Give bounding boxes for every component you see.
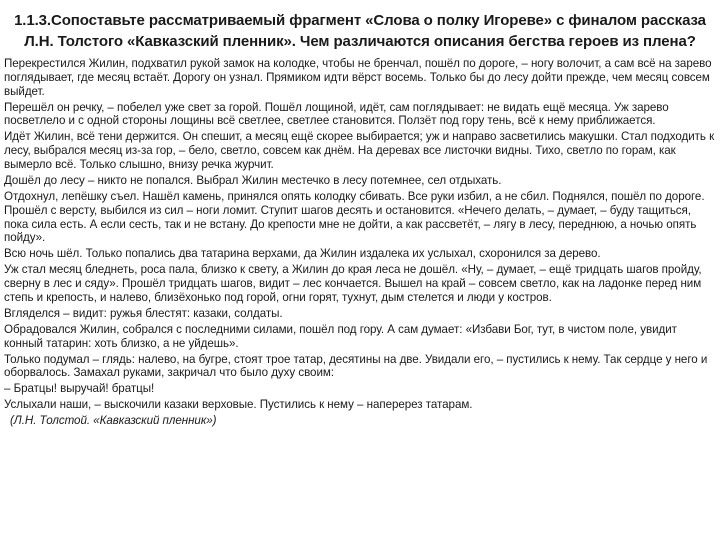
source-citation: (Л.Н. Толстой. «Кавказский пленник»)	[10, 414, 217, 428]
paragraph: Перешёл он речку, – побелел уже свет за горой. Пошёл лощиной, идёт, сам поглядывает: не видать ещё месяца. Уж зарево посветлело и с одной стороны лощины всё светлее, светлее становится. Ползёт под гору тень, всё к нему приближается.	[4, 100, 669, 128]
paragraph: Перекрестился Жилин, подхватил рукой замок на колодке, чтобы не бренчал, пошёл по дороге, – ногу волочит, а сам всё на зарево поглядывает, где месяц встаёт. Дорогу он узнал. Прямиком идти вёрст восемь. Только бы до лесу дойти прежде, чем месяц совсем выйдет.	[4, 57, 712, 98]
task-title: 1.1.3.Сопоставьте рассматриваемый фрагмент «Слова о полку Игореве» с финалом рассказа Л.Н. Толстого «Кавказский пленник». Чем различаются описания бегства героев из плена?	[14, 12, 706, 50]
paragraph: Только подумал – глядь: налево, на бугре, стоят трое татар, десятины на две. Увидали его, – пустились к нему. Так сердце у него и оборвалось. Замахал руками, закричал что было духу своим:	[4, 352, 708, 380]
paragraph: Уж стал месяц бледнеть, роса пала, близко к свету, а Жилин до края леса не дошёл. «Ну, – думает, – ещё тридцать шагов пройду, сверну в лес и сяду». Прошёл тридцать шагов, видит – лес кончается. Вышел на край – совсем светло, как на ладонке перед ним степь и крепость, и налево, близёхонько под горой, огни горят, тухнут, дым стелется и люди у костров.	[4, 263, 702, 304]
text-body	[4, 57, 716, 428]
paragraph: Идёт Жилин, всё тени держится. Он спешит, а месяц ещё скорее выбирается; уж и направо засветились макушки. Стал подходить к лесу, выбрался месяц из-за гор, – бело, светло, совсем как днём. На деревах все листочки видны. Тихо, светло по горам, как вымерло всё. Только слышно, внизу речка журчит.	[4, 130, 715, 171]
paragraph: Отдохнул, лепёшку съел. Нашёл камень, принялся опять колодку сбивать. Все руки избил, а не сбил. Поднялся, пошёл по дороге. Прошёл с версту, выбился из сил – ноги ломит. Ступит шагов десять и остановится. «Нечего делать, – думает, – буду тащиться, пока сила есть. А если сесть, так и не встану. До крепости мне не дойти, а как рассветёт, – лягу в лесу, переднюю, а ночью опять пойду».	[4, 189, 705, 245]
paragraph: Дошёл до лесу – никто не попался. Выбрал Жилин местечко в лесу потемнее, сел отдыхать.	[4, 173, 502, 187]
paragraph: Услыхали наши, – выскочили казаки верховые. Пустились к нему – наперерез татарам.	[4, 398, 473, 412]
paragraph: Обрадовался Жилин, собрался с последними силами, пошёл под гору. А сам думает: «Избави Бог, тут, в чистом поле, увидит конный татарин: хоть близко, а не уйдешь».	[4, 322, 677, 350]
paragraph: Вгляделся – видит: ружья блестят: казаки, солдаты.	[4, 306, 283, 320]
paragraph: – Братцы! выручай! братцы!	[4, 382, 155, 396]
paragraph: Всю ночь шёл. Только попались два татарина верхами, да Жилин издалека их услыхал, схоронился за дерево.	[4, 247, 601, 261]
